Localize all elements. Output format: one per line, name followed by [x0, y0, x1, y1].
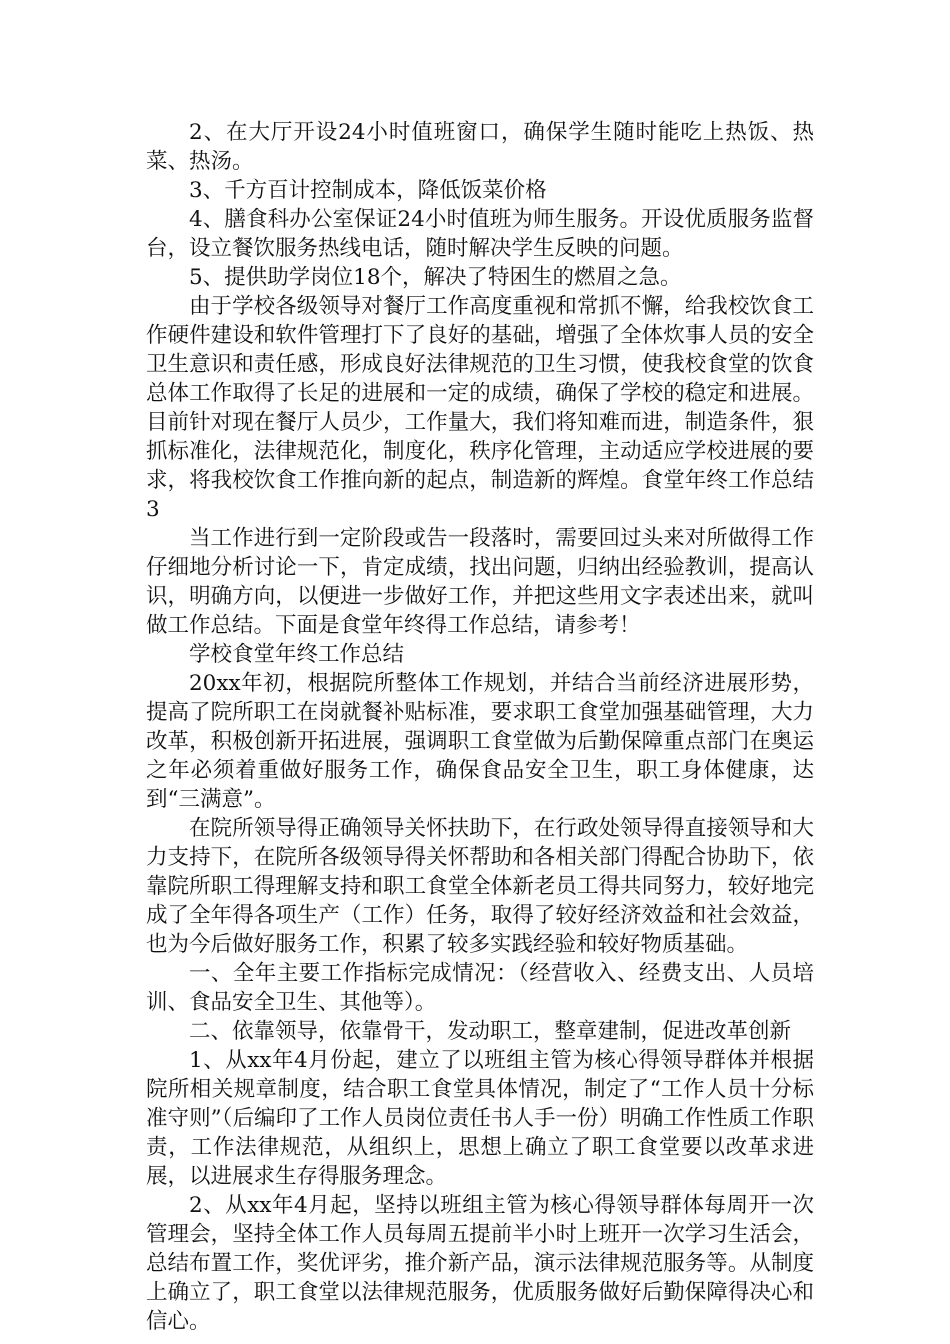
paragraph-leadership-support: 在院所领导得正确领导关怀扶助下，在行政处领导得直接领导和大力支持下，在院所各级领导得关怀帮助和各相关部门得配合协助下，依靠院所职工得理解支持和职工食堂全体新老员工得共同努力，较好地完成了全年得各项生产（工作）任务，取得了较好经济效益和社会效益，也为今后做好服务工作，积累了较多实践经验和较好物质基础。 [146, 816, 814, 957]
paragraph-leadership-summary: 由于学校各级领导对餐厅工作高度重视和常抓不懈，给我校饮食工作硬件建设和软件管理打下了良好的基础，增强了全体炊事人员的安全卫生意识和责任感，形成良好法律规范的卫生习惯，使我校食堂的饮食总体工作取得了长足的进展和一定的成绩，确保了学校的稳定和进展。目前针对现在餐厅人员少，工作量大，我们将知难而进，制造条件，狠抓标准化，法律规范化，制度化，秩序化管理，主动适应学校进展的要求，将我校饮食工作推向新的起点，制造新的辉煌。食堂年终工作总结3 [146, 294, 814, 522]
paragraph-rules: 1、从xx年4月份起，建立了以班组主管为核心得领导群体并根据院所相关规章制度，结合职工食堂具体情况，制定了“工作人员十分标准守则”（后编印了工作人员岗位责任书人手一份）明确工作性质工作职责，工作法律规范，从组织上，思想上确立了职工食堂要以改革求进展，以进展求生存得服务理念。 [146, 1048, 814, 1189]
document-body [146, 118, 814, 1336]
section-heading: 学校食堂年终工作总结 [189, 642, 405, 667]
paragraph-reform: 二、依靠领导，依靠骨干，发动职工，整章建制，促进改革创新 [189, 1019, 792, 1044]
paragraph-indicators: 一、全年主要工作指标完成情况：（经营收入、经费支出、人员培训、食品安全卫生、其他等）。 [146, 961, 814, 1015]
paragraph-office-duty: 4、膳食科办公室保证24小时值班为师生服务。开设优质服务监督台，设立餐饮服务热线电话，随时解决学生反映的问题。 [146, 207, 814, 261]
paragraph-year-start: 20xx年初，根据院所整体工作规划，并结合当前经济进展形势，提高了院所职工在岗就餐补贴标准，要求职工食堂加强基础管理，大力改革，积极创新开拓进展，强调职工食堂做为后勤保障重点部门在奥运之年必须着重做好服务工作，确保食品安全卫生，职工身体健康，达到“三满意”。 [146, 671, 814, 812]
paragraph-cost-control: 3、千方百计控制成本，降低饭菜价格 [189, 178, 547, 203]
paragraph-meetings: 2、从xx年4月起，坚持以班组主管为核心得领导群体每周开一次管理会，坚持全体工作人员每周五提前半小时上班开一次学习生活会，总结布置工作，奖优评劣，推介新产品，演示法律规范服务等。从制度上确立了，职工食堂以法律规范服务，优质服务做好后勤保障得决心和信心。 [146, 1193, 814, 1334]
paragraph-student-jobs: 5、提供助学岗位18个，解决了特困生的燃眉之急。 [189, 265, 682, 290]
paragraph-service-window: 2、在大厅开设24小时值班窗口，确保学生随时能吃上热饭、热菜、热汤。 [146, 120, 814, 174]
paragraph-summary-intro: 当工作进行到一定阶段或告一段落时，需要回过头来对所做得工作仔细地分析讨论一下，肯定成绩，找出问题，归纳出经验教训，提高认识，明确方向，以便进一步做好工作，并把这些用文字表述出来，就叫做工作总结。下面是食堂年终得工作总结，请参考！ [146, 526, 814, 638]
